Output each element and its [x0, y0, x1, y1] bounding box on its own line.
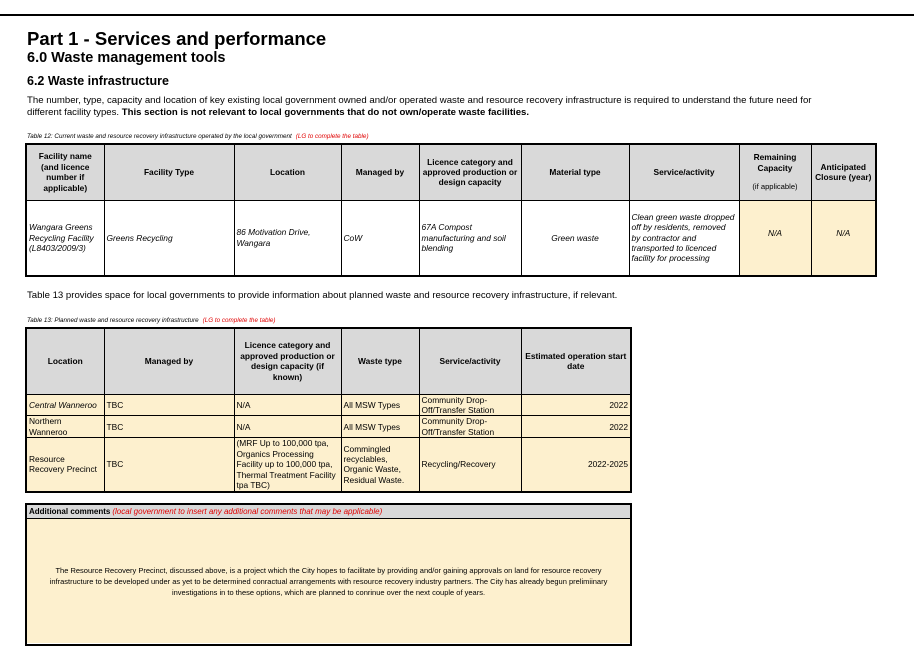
- comments-header: [27, 505, 630, 519]
- col-remaining-capacity: [739, 144, 811, 200]
- col-waste-type: Waste type: [341, 328, 419, 394]
- cell-location[interactable]: Resource Recovery Precinct: [26, 438, 104, 492]
- cell-licence-category[interactable]: N/A: [234, 394, 341, 416]
- col-service-activity: Service/activity: [419, 328, 521, 394]
- table13-caption-note: (LG to complete the table): [202, 317, 276, 324]
- part-title: Part 1 - Services and performance: [27, 28, 327, 49]
- cell-location[interactable]: Central Wanneroo: [26, 394, 104, 416]
- col-facility-type: Facility Type: [104, 144, 234, 200]
- col-facility-name: Facility name (and licence number if applicable): [26, 144, 104, 200]
- col-licence-category: Licence category and approved production or design capacity (if known): [234, 328, 341, 394]
- cell-service-activity[interactable]: Clean green waste dropped off by residents, removed by contractor and transported to licenced facility for processing: [629, 200, 739, 276]
- comments-text: The Resource Recovery Precinct, discussed above, is a project which the City hopes to facilitate by providing and/or gaining approvals on land for resource recovery infrastructure to be developed under as yet to be determined conractual arrangements with resource recovery industry partners. The City has already begun prelimiinary investigations in to these options, which are planned to conrinue over the next couple of years.: [49, 565, 608, 597]
- cell-waste-type[interactable]: All MSW Types: [341, 416, 419, 438]
- col-location: Location: [234, 144, 341, 200]
- cell-remaining-capacity[interactable]: N/A: [739, 200, 811, 276]
- table-row: [26, 438, 631, 492]
- intro-text: The number, type, capacity and location of key existing local government owned and/or operated waste and resource recovery infrastructure is required to understand the future need for different facility types.: [27, 95, 812, 118]
- cell-service-activity[interactable]: Community Drop-Off/Transfer Station: [419, 394, 521, 416]
- table-row: [26, 416, 631, 438]
- col-managed-by: Managed by: [341, 144, 419, 200]
- cell-managed-by[interactable]: TBC: [104, 416, 234, 438]
- comments-label: Additional comments: [29, 507, 111, 516]
- cell-licence-category[interactable]: (MRF Up to 100,000 tpa, Organics Processing Facility up to 100,000 tpa, Thermal Treatment Facility tpa TBC): [234, 438, 341, 492]
- cell-start-date[interactable]: 2022: [521, 394, 631, 416]
- remaining-capacity-note: (if applicable): [752, 181, 798, 191]
- cell-start-date[interactable]: 2022: [521, 416, 631, 438]
- remaining-capacity-label: Remaining Capacity: [753, 152, 797, 173]
- cell-service-activity[interactable]: Recycling/Recovery: [419, 438, 521, 492]
- additional-comments-box: [25, 503, 632, 646]
- cell-material-type[interactable]: Green waste: [521, 200, 629, 276]
- intro-paragraph: [27, 95, 827, 119]
- col-anticipated-closure: Anticipated Closure (year): [811, 144, 876, 200]
- col-start-date: Estimated operation start date: [521, 328, 631, 394]
- cell-service-activity[interactable]: Community Drop-Off/Transfer Station: [419, 416, 521, 438]
- comments-body[interactable]: [27, 519, 630, 643]
- top-rule: [0, 14, 914, 16]
- table12-caption-text: Table 12: Current waste and resource recovery infrastructure operated by the local government: [27, 133, 292, 140]
- col-managed-by: Managed by: [104, 328, 234, 394]
- subsection-title: 6.2 Waste infrastructure: [27, 74, 169, 88]
- intro-bold-note: This section is not relevant to local governments that do not own/operate waste facilities.: [121, 107, 530, 118]
- cell-waste-type[interactable]: Commingled recyclables, Organic Waste, Residual Waste.: [341, 438, 419, 492]
- cell-start-date[interactable]: 2022-2025: [521, 438, 631, 492]
- table12-caption: [27, 133, 369, 140]
- planned-infrastructure-table: [25, 327, 632, 493]
- cell-managed-by[interactable]: TBC: [104, 394, 234, 416]
- col-service-activity: Service/activity: [629, 144, 739, 200]
- table13-caption-text: Table 13: Planned waste and resource recovery infrastructure: [27, 317, 199, 324]
- cell-facility-name[interactable]: Wangara Greens Recycling Facility (L8403/2009/3): [26, 200, 104, 276]
- col-location: Location: [26, 328, 104, 394]
- cell-licence-category[interactable]: N/A: [234, 416, 341, 438]
- section-title: 6.0 Waste management tools: [27, 50, 226, 66]
- cell-anticipated-closure[interactable]: N/A: [811, 200, 876, 276]
- table13-caption: [27, 317, 275, 324]
- cell-managed-by[interactable]: CoW: [341, 200, 419, 276]
- table-row: [26, 394, 631, 416]
- table12-caption-note: (LG to complete the table): [295, 133, 369, 140]
- table12-header-row: [26, 144, 876, 200]
- cell-managed-by[interactable]: TBC: [104, 438, 234, 492]
- table-row: [26, 200, 876, 276]
- table13-header-row: [26, 328, 631, 394]
- table13-intro: Table 13 provides space for local governments to provide information about planned waste and resource recovery infrastructure, if relevant.: [27, 290, 618, 301]
- col-material-type: Material type: [521, 144, 629, 200]
- cell-licence-category[interactable]: 67A Compost manufacturing and soil blending: [419, 200, 521, 276]
- cell-location[interactable]: Northern Wanneroo: [26, 416, 104, 438]
- cell-location[interactable]: 86 Motivation Drive, Wangara: [234, 200, 341, 276]
- col-licence-category: Licence category and approved production or design capacity: [419, 144, 521, 200]
- comments-note: (local government to insert any additional comments that may be applicable): [112, 507, 383, 516]
- current-infrastructure-table: [25, 143, 877, 277]
- cell-facility-type[interactable]: Greens Recycling: [104, 200, 234, 276]
- cell-waste-type[interactable]: All MSW Types: [341, 394, 419, 416]
